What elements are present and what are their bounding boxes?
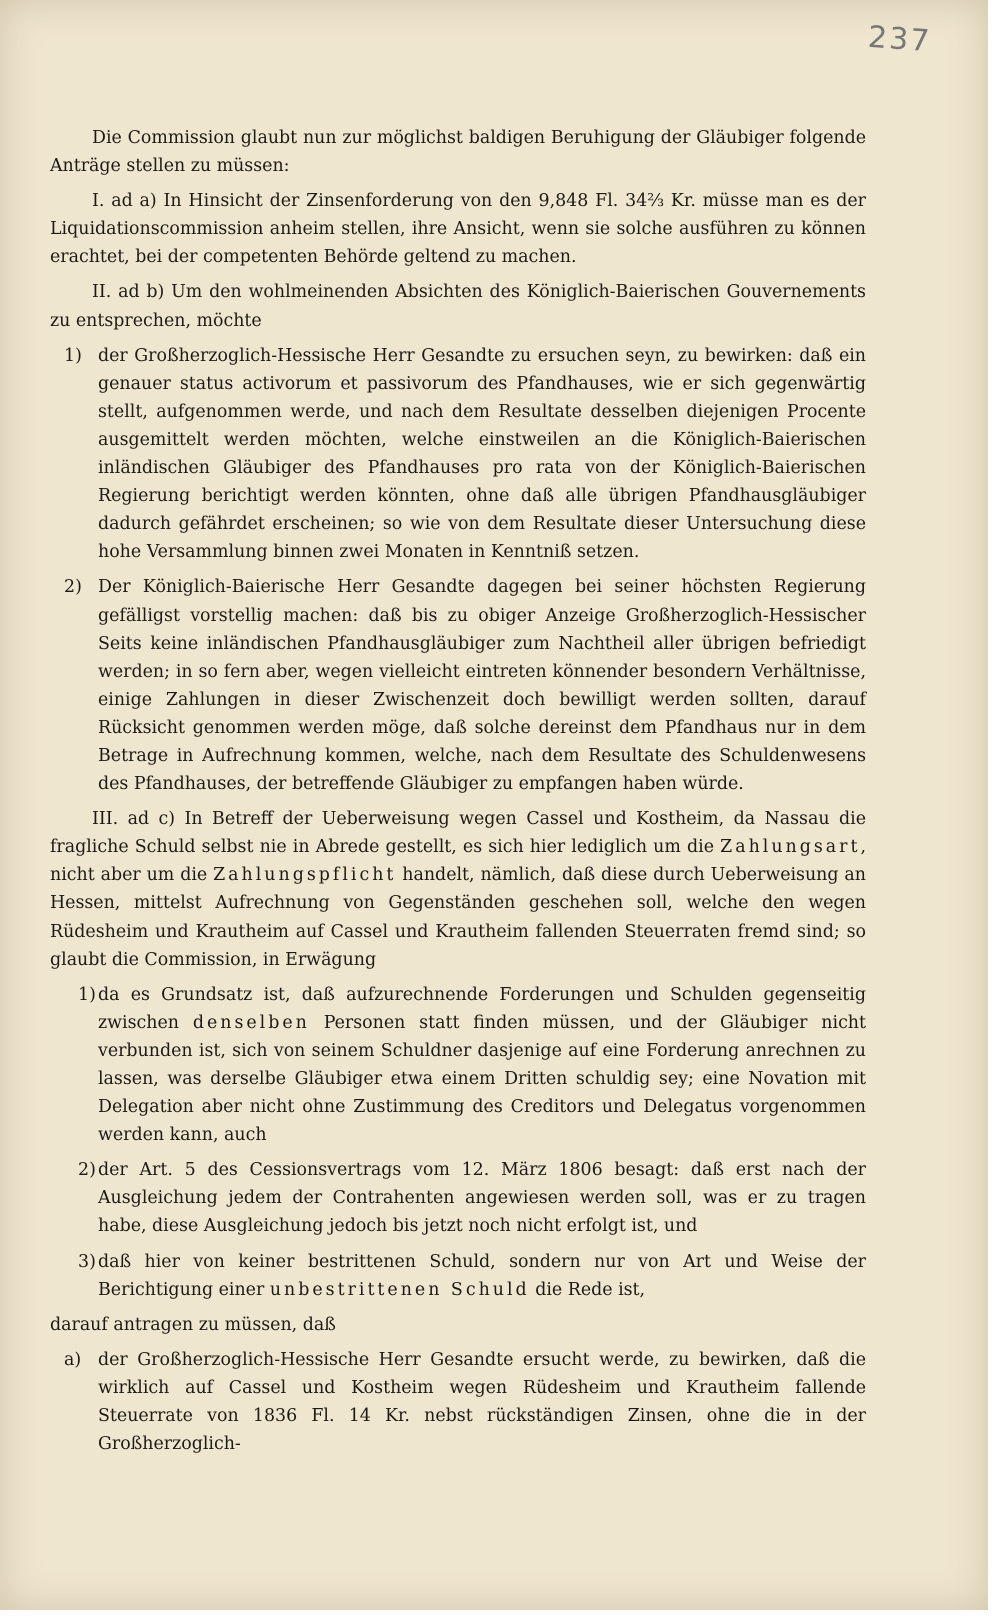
item-text: der Großherzoglich-Hessische Herr Gesandte ersucht werde, zu bewirken, daß die wirklich auf Cassel und Kostheim wegen Rüdesheim und Krautheim fallende Steuerrate von 1836 Fl. 14 Kr. nebst rückständigen Zinsen, ohne die in der Großherzoglich- bbox=[98, 1349, 866, 1455]
section-ii-item-2 bbox=[50, 573, 866, 798]
section-iii-text: , nicht aber um die bbox=[50, 837, 866, 886]
item-letter: a) bbox=[64, 1349, 82, 1370]
section-iii-item-3 bbox=[50, 1248, 866, 1304]
section-iii-paragraph bbox=[50, 805, 866, 974]
emphasis-unbestrittenen: unbestrittenen Schuld bbox=[269, 1279, 530, 1300]
section-iii-text: handelt, nämlich, daß diese durch Ueberweisung an Hessen, mittelst Aufrechnung von Gegenständen geschehen soll, welche den wegen Rüdesheim und Krautheim auf Cassel und Krautheim fallenden Steuerraten fremd sind; so glaubt die Commission, in Erwägung bbox=[50, 865, 866, 970]
item-text: daß hier von keiner bestrittenen Schuld, sondern nur von Art und Weise der Berichtigung einer unbestrittenen Schuld die Rede ist, bbox=[98, 1251, 866, 1300]
item-number: 1) bbox=[78, 984, 96, 1005]
page-number: 237 bbox=[866, 19, 933, 60]
section-ii-paragraph: II. ad b) Um den wohlmeinenden Absichten des Königlich-Baierischen Gouvernements zu entsprechen, möchte bbox=[50, 282, 866, 331]
item-number: 2) bbox=[78, 1160, 96, 1181]
item-number: 2) bbox=[64, 577, 82, 598]
section-iii-text: III. ad c) In Betreff der Ueberweisung wegen Cassel und Kostheim, da Nassau die fragliche Schuld selbst nie in Abrede gestellt, es sich hier lediglich um die bbox=[50, 809, 866, 858]
item-text: Der Königlich-Baierische Herr Gesandte dagegen bei seiner höchsten Regierung gefälligst vorstellig machen: daß bis zu obiger Anzeige Großherzoglich-Hessischer Seits keine inländischen Pfandhausgläubiger zum Nachtheil aller übrigen befriedigt werden; in so fern aber, wegen vielleicht eintreten könnender besondern Verhältnisse, einige Zahlungen in dieser Zwischenzeit doch bewilligt werden sollten, darauf Rücksicht genommen werden möge, daß solche dereinst dem Pfandhaus nur in dem Betrage in Aufrechnung kommen, welche, nach dem Resultate des Schuldenwesens des Pfandhauses, der betreffende Gläubiger zu empfangen haben würde. bbox=[98, 577, 866, 795]
document-body bbox=[50, 124, 866, 1458]
intro-paragraph: Die Commission glaubt nun zur möglichst baldigen Beruhigung der Gläubiger folgende Anträge stellen zu müssen: bbox=[50, 128, 866, 177]
section-iii-item-1 bbox=[50, 981, 866, 1150]
section-i-paragraph: I. ad a) In Hinsicht der Zinsenforderung von den 9,848 Fl. 34⅔ Kr. müsse man es der Liquidationscommission anheim stellen, ihre Ansicht, wenn sie solche ausführen zu können erachtet, bei der competenten Behörde geltend zu machen. bbox=[50, 191, 866, 268]
emphasis-zahlungsart: Zahlungsart bbox=[720, 837, 861, 858]
emphasis-zahlungspflicht: Zahlungspflicht bbox=[213, 865, 397, 886]
item-a bbox=[50, 1346, 866, 1458]
item-text: da es Grundsatz ist, daß aufzurechnende Forderungen und Schulden gegenseitig zwischen denselben Personen statt finden müssen, und der Gläubiger nicht verbunden ist, sich von seinem Schuldner dasjenige auf eine Forderung anrechnen zu lassen, was derselbe Gläubiger etwa einem Dritten schuldig sey; eine Novation mit Delegation aber nicht ohne Zustimmung des Creditors und Delegatus vorgenommen werden kann, auch bbox=[98, 984, 866, 1146]
item-number: 3) bbox=[78, 1251, 96, 1272]
emphasis-denselben: denselben bbox=[192, 1012, 310, 1033]
item-text: der Großherzoglich-Hessische Herr Gesandte zu ersuchen seyn, zu bewirken: daß ein genauer status activorum et passivorum des Pfandhauses, wie er sich gegenwärtig stellt, aufgenommen werde, und nach dem Resultate desselben diejenigen Procente ausgemittelt werden möchten, welche einstweilen an die Königlich-Baierischen inländischen Gläubiger des Pfandhauses pro rata von der Königlich-Baierischen Regierung berichtigt werden könnten, ohne daß alle übrigen Pfandhausgläubiger dadurch gefährdet erscheinen; so wie von dem Resultate dieser Untersuchung diese hohe Versammlung binnen zwei Monaten in Kenntniß setzen. bbox=[98, 345, 866, 563]
section-ii-item-1 bbox=[50, 342, 866, 567]
section-iii-item-2 bbox=[50, 1156, 866, 1240]
item-text: der Art. 5 des Cessionsvertrags vom 12. März 1806 besagt: daß erst nach der Ausgleichung jedem der Contrahenten angewiesen werden soll, was er zu tragen habe, diese Ausgleichung jedoch bis jetzt noch nicht erfolgt ist, und bbox=[98, 1160, 866, 1237]
conclusion-line: darauf antragen zu müssen, daß bbox=[50, 1314, 336, 1335]
item-number: 1) bbox=[64, 345, 82, 366]
